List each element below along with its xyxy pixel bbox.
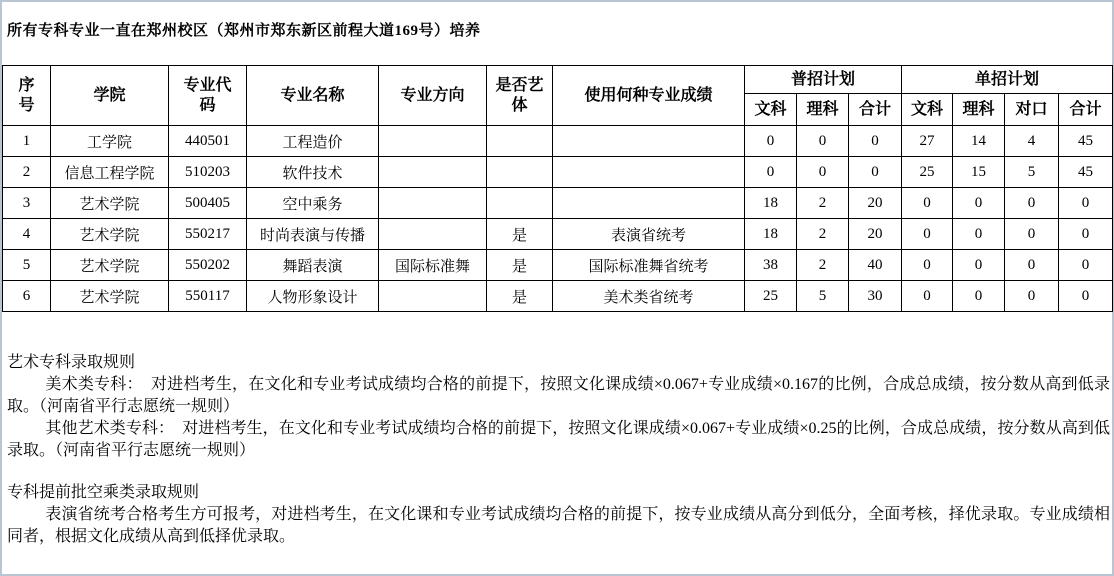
major-name-cell: 空中乘务 xyxy=(247,188,379,219)
major-direction-cell: 国际标准舞 xyxy=(379,250,487,281)
table-row xyxy=(3,188,1113,219)
single-vocational-cell: 0 xyxy=(1005,219,1059,250)
college-cell: 艺术学院 xyxy=(51,188,169,219)
single-vocational-cell: 0 xyxy=(1005,188,1059,219)
single-science-cell: 0 xyxy=(953,188,1005,219)
general-science-cell: 0 xyxy=(797,126,849,157)
is-art-cell xyxy=(487,157,553,188)
col-header-general-science: 理科 xyxy=(797,94,849,126)
college-cell: 信息工程学院 xyxy=(51,157,169,188)
col-header-general-arts: 文科 xyxy=(745,94,797,126)
is-art-cell xyxy=(487,126,553,157)
index-cell: 2 xyxy=(3,157,51,188)
is-art-cell xyxy=(487,188,553,219)
is-art-cell: 是 xyxy=(487,281,553,312)
major-code-cell: 500405 xyxy=(169,188,247,219)
major-code-cell: 550117 xyxy=(169,281,247,312)
single-total-cell: 45 xyxy=(1059,157,1113,188)
col-header-general-total: 合计 xyxy=(849,94,902,126)
single-vocational-cell: 0 xyxy=(1005,250,1059,281)
header-row-1 xyxy=(3,66,1113,94)
index-cell: 4 xyxy=(3,219,51,250)
single-vocational-cell: 5 xyxy=(1005,157,1059,188)
col-header-score-type: 使用何种专业成绩 xyxy=(553,66,745,126)
col-header-single-science: 理科 xyxy=(953,94,1005,126)
index-cell: 5 xyxy=(3,250,51,281)
general-total-cell: 20 xyxy=(849,219,902,250)
table-row xyxy=(3,281,1113,312)
single-science-cell: 14 xyxy=(953,126,1005,157)
major-name-cell: 软件技术 xyxy=(247,157,379,188)
major-direction-cell xyxy=(379,126,487,157)
major-code-cell: 550217 xyxy=(169,219,247,250)
single-arts-cell: 27 xyxy=(902,126,953,157)
college-cell: 艺术学院 xyxy=(51,219,169,250)
col-header-major-code: 专业代码 xyxy=(169,66,247,126)
table-header xyxy=(3,66,1113,126)
major-direction-cell xyxy=(379,219,487,250)
general-total-cell: 0 xyxy=(849,126,902,157)
table-row xyxy=(3,250,1113,281)
art-rules-paragraph-other-arts: 其他艺术类专科： 对进档考生，在文化和专业考试成绩均合格的前提下，按照文化课成绩×0.067+专业成绩×0.25的比例，合成总成绩，按分数从高到低录取。（河南省平行志愿统一规则） xyxy=(7,420,1110,459)
score-type-cell: 表演省统考 xyxy=(553,219,745,250)
col-header-single-plan: 单招计划 xyxy=(902,66,1113,94)
score-type-cell xyxy=(553,157,745,188)
single-science-cell: 0 xyxy=(953,219,1005,250)
single-arts-cell: 0 xyxy=(902,281,953,312)
table-row xyxy=(3,219,1113,250)
single-arts-cell: 0 xyxy=(902,188,953,219)
air-crew-rules-title: 专科提前批空乘类录取规则 xyxy=(7,484,200,501)
single-total-cell: 0 xyxy=(1059,250,1113,281)
air-crew-rules-paragraph: 表演省统考合格考生方可报考，对进档考生，在文化课和专业考试成绩均合格的前提下，按专业成绩从高分到低分，全面考核，择优录取。专业成绩相同者，根据文化成绩从高到低择优录取。 xyxy=(7,506,1110,545)
col-header-single-vocational: 对口 xyxy=(1005,94,1059,126)
single-total-cell: 45 xyxy=(1059,126,1113,157)
major-code-cell: 510203 xyxy=(169,157,247,188)
single-total-cell: 0 xyxy=(1059,188,1113,219)
art-admission-rules-section xyxy=(7,352,1110,462)
col-header-major-name: 专业名称 xyxy=(247,66,379,126)
major-name-cell: 工程造价 xyxy=(247,126,379,157)
general-total-cell: 30 xyxy=(849,281,902,312)
single-science-cell: 0 xyxy=(953,250,1005,281)
score-type-cell xyxy=(553,126,745,157)
college-cell: 艺术学院 xyxy=(51,281,169,312)
col-header-single-arts: 文科 xyxy=(902,94,953,126)
single-vocational-cell: 4 xyxy=(1005,126,1059,157)
major-direction-cell xyxy=(379,281,487,312)
col-header-college: 学院 xyxy=(51,66,169,126)
general-science-cell: 2 xyxy=(797,250,849,281)
major-name-cell: 舞蹈表演 xyxy=(247,250,379,281)
table-row xyxy=(3,157,1113,188)
table-body xyxy=(3,126,1113,312)
is-art-cell: 是 xyxy=(487,250,553,281)
general-science-cell: 5 xyxy=(797,281,849,312)
general-total-cell: 40 xyxy=(849,250,902,281)
score-type-cell xyxy=(553,188,745,219)
single-science-cell: 0 xyxy=(953,281,1005,312)
art-rules-title: 艺术专科录取规则 xyxy=(7,354,136,371)
col-header-index: 序号 xyxy=(3,66,51,126)
general-arts-cell: 0 xyxy=(745,157,797,188)
single-total-cell: 0 xyxy=(1059,281,1113,312)
is-art-cell: 是 xyxy=(487,219,553,250)
general-arts-cell: 38 xyxy=(745,250,797,281)
single-arts-cell: 0 xyxy=(902,219,953,250)
general-total-cell: 0 xyxy=(849,157,902,188)
single-science-cell: 15 xyxy=(953,157,1005,188)
major-direction-cell xyxy=(379,188,487,219)
table-row xyxy=(3,126,1113,157)
general-arts-cell: 0 xyxy=(745,126,797,157)
general-total-cell: 20 xyxy=(849,188,902,219)
college-cell: 工学院 xyxy=(51,126,169,157)
major-name-cell: 人物形象设计 xyxy=(247,281,379,312)
general-science-cell: 2 xyxy=(797,188,849,219)
admission-plan-table xyxy=(2,65,1113,312)
major-code-cell: 440501 xyxy=(169,126,247,157)
general-science-cell: 0 xyxy=(797,157,849,188)
score-type-cell: 国际标准舞省统考 xyxy=(553,250,745,281)
page-title: 所有专科专业一直在郑州校区（郑州市郑东新区前程大道169号）培养 xyxy=(7,23,481,39)
general-science-cell: 2 xyxy=(797,219,849,250)
score-type-cell: 美术类省统考 xyxy=(553,281,745,312)
col-header-major-direction: 专业方向 xyxy=(379,66,487,126)
index-cell: 6 xyxy=(3,281,51,312)
single-vocational-cell: 0 xyxy=(1005,281,1059,312)
single-total-cell: 0 xyxy=(1059,219,1113,250)
index-cell: 3 xyxy=(3,188,51,219)
single-arts-cell: 25 xyxy=(902,157,953,188)
air-crew-admission-rules-section xyxy=(7,482,1110,548)
art-rules-paragraph-fine-arts: 美术类专科： 对进档考生，在文化和专业考试成绩均合格的前提下，按照文化课成绩×0.067+专业成绩×0.167的比例，合成总成绩，按分数从高到低录取。（河南省平行志愿统一规则） xyxy=(7,376,1110,415)
general-arts-cell: 18 xyxy=(745,219,797,250)
college-cell: 艺术学院 xyxy=(51,250,169,281)
col-header-general-plan: 普招计划 xyxy=(745,66,902,94)
major-name-cell: 时尚表演与传播 xyxy=(247,219,379,250)
col-header-single-total: 合计 xyxy=(1059,94,1113,126)
general-arts-cell: 18 xyxy=(745,188,797,219)
col-header-is-art: 是否艺体 xyxy=(487,66,553,126)
index-cell: 1 xyxy=(3,126,51,157)
major-direction-cell xyxy=(379,157,487,188)
general-arts-cell: 25 xyxy=(745,281,797,312)
major-code-cell: 550202 xyxy=(169,250,247,281)
single-arts-cell: 0 xyxy=(902,250,953,281)
